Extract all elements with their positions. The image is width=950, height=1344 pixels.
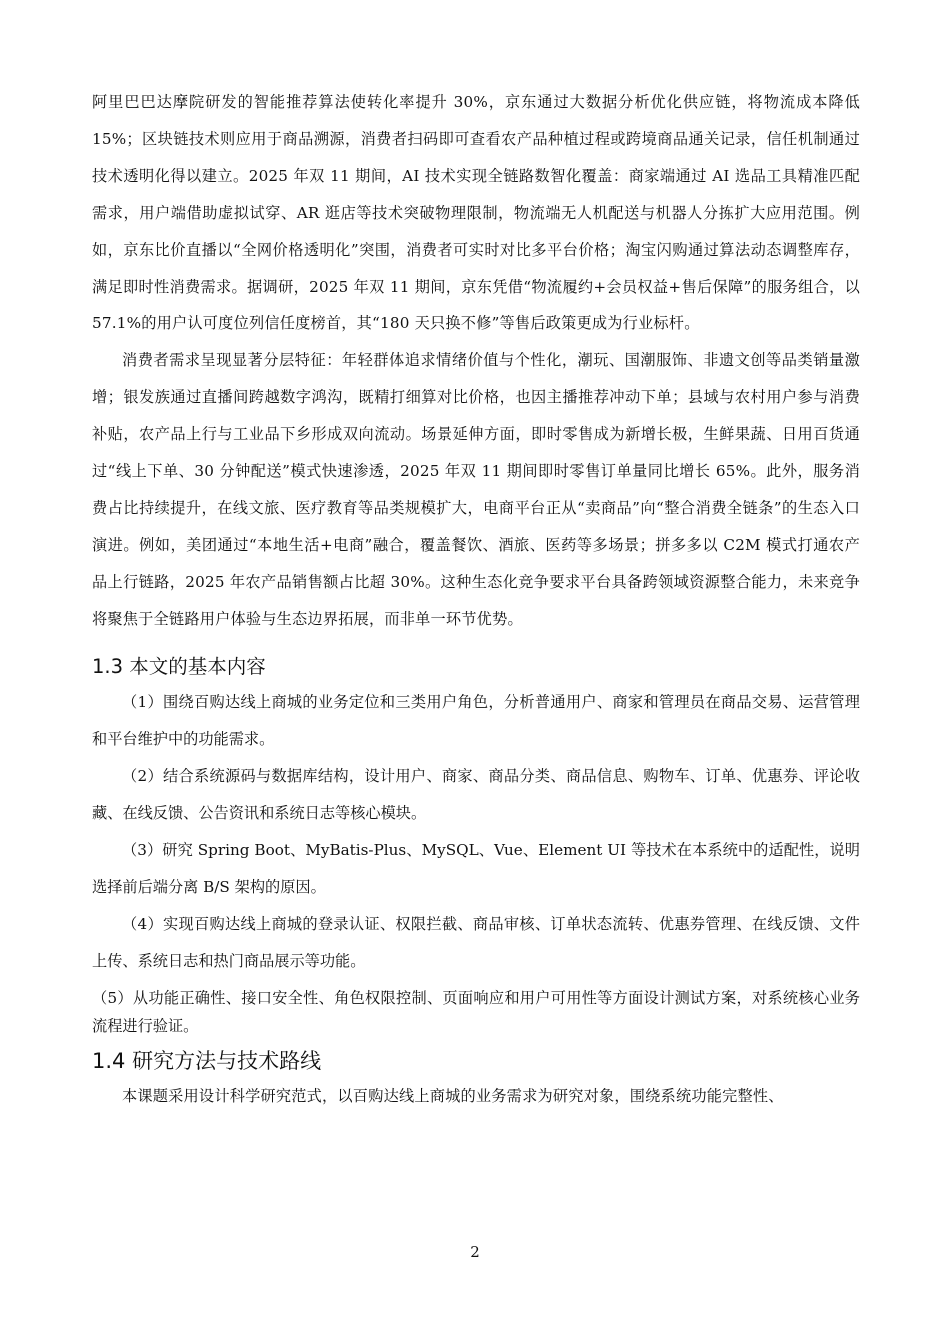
list-item: （3）研究 Spring Boot、MyBatis-Plus、MySQL、Vue、Element UI 等技术在本系统中的适配性，说明选择前后端分离 B/S 架构的原因。 <box>92 840 860 896</box>
list-item: （5）从功能正确性、接口安全性、角色权限控制、页面响应和用户可用性等方面设计测试方案，对系统核心业务流程进行验证。 <box>92 988 860 1035</box>
page-number: 2 <box>470 1243 480 1261</box>
section-heading: 1.4 研究方法与技术路线 <box>92 1048 322 1073</box>
body-paragraph: 本课题采用设计科学研究范式，以百购达线上商城的业务需求为研究对象，围绕系统功能完整性、 <box>122 1086 784 1105</box>
list-item: （2）结合系统源码与数据库结构，设计用户、商家、商品分类、商品信息、购物车、订单、优惠券、评论收藏、在线反馈、公告资讯和系统日志等核心模块。 <box>92 766 860 822</box>
body-paragraph: 阿里巴巴达摩院研发的智能推荐算法使转化率提升 30%，京东通过大数据分析优化供应链，将物流成本降低 15%；区块链技术则应用于商品溯源，消费者扫码即可查看农产品种植过程或跨境商品通关记录，信任机制通过技术透明化得以建立。2025 年双 11 期间，AI 技术实现全链路数智化覆盖：商家端通过 AI 选品工具精准匹配需求，用户端借助虚拟试穿、AR 逛店等技术突破物理限制，物流端无人机配送与机器人分拣扩大应用范围。例如，京东比价直播以“全网价格透明化”突围，消费者可实时对比多平台价格；淘宝闪购通过算法动态调整库存，满足即时性消费需求。据调研，2025 年双 11 期间，京东凭借“物流履约+会员权益+售后保障”的服务组合，以 57.1%的用户认可度位列信任度榜首，其“180 天只换不修”等售后政策更成为行业标杆。 <box>92 93 860 333</box>
section-heading: 1.3 本文的基本内容 <box>92 654 266 678</box>
list-item: （4）实现百购达线上商城的登录认证、权限拦截、商品审核、订单状态流转、优惠券管理、在线反馈、文件上传、系统日志和热门商品展示等功能。 <box>92 914 860 970</box>
list-item: （1）围绕百购达线上商城的业务定位和三类用户角色，分析普通用户、商家和管理员在商品交易、运营管理和平台维护中的功能需求。 <box>92 692 860 748</box>
page-body <box>92 84 860 1115</box>
body-paragraph: 消费者需求呈现显著分层特征：年轻群体追求情绪价值与个性化，潮玩、国潮服饰、非遗文创等品类销量激增；银发族通过直播间跨越数字鸿沟，既精打细算对比价格，也因主播推荐冲动下单；县域与农村用户参与消费补贴，农产品上行与工业品下乡形成双向流动。场景延伸方面，即时零售成为新增长极，生鲜果蔬、日用百货通过“线上下单、30 分钟配送”模式快速渗透，2025 年双 11 期间即时零售订单量同比增长 65%。此外，服务消费占比持续提升，在线文旅、医疗教育等品类规模扩大，电商平台正从“卖商品”向“整合消费全链条”的生态入口演进。例如，美团通过“本地生活+电商”融合，覆盖餐饮、酒旅、医药等多场景；拼多多以 C2M 模式打通农产品上行链路，2025 年农产品销售额占比超 30%。这种生态化竞争要求平台具备跨领域资源整合能力，未来竞争将聚焦于全链路用户体验与生态边界拓展，而非单一环节优势。 <box>92 351 860 628</box>
